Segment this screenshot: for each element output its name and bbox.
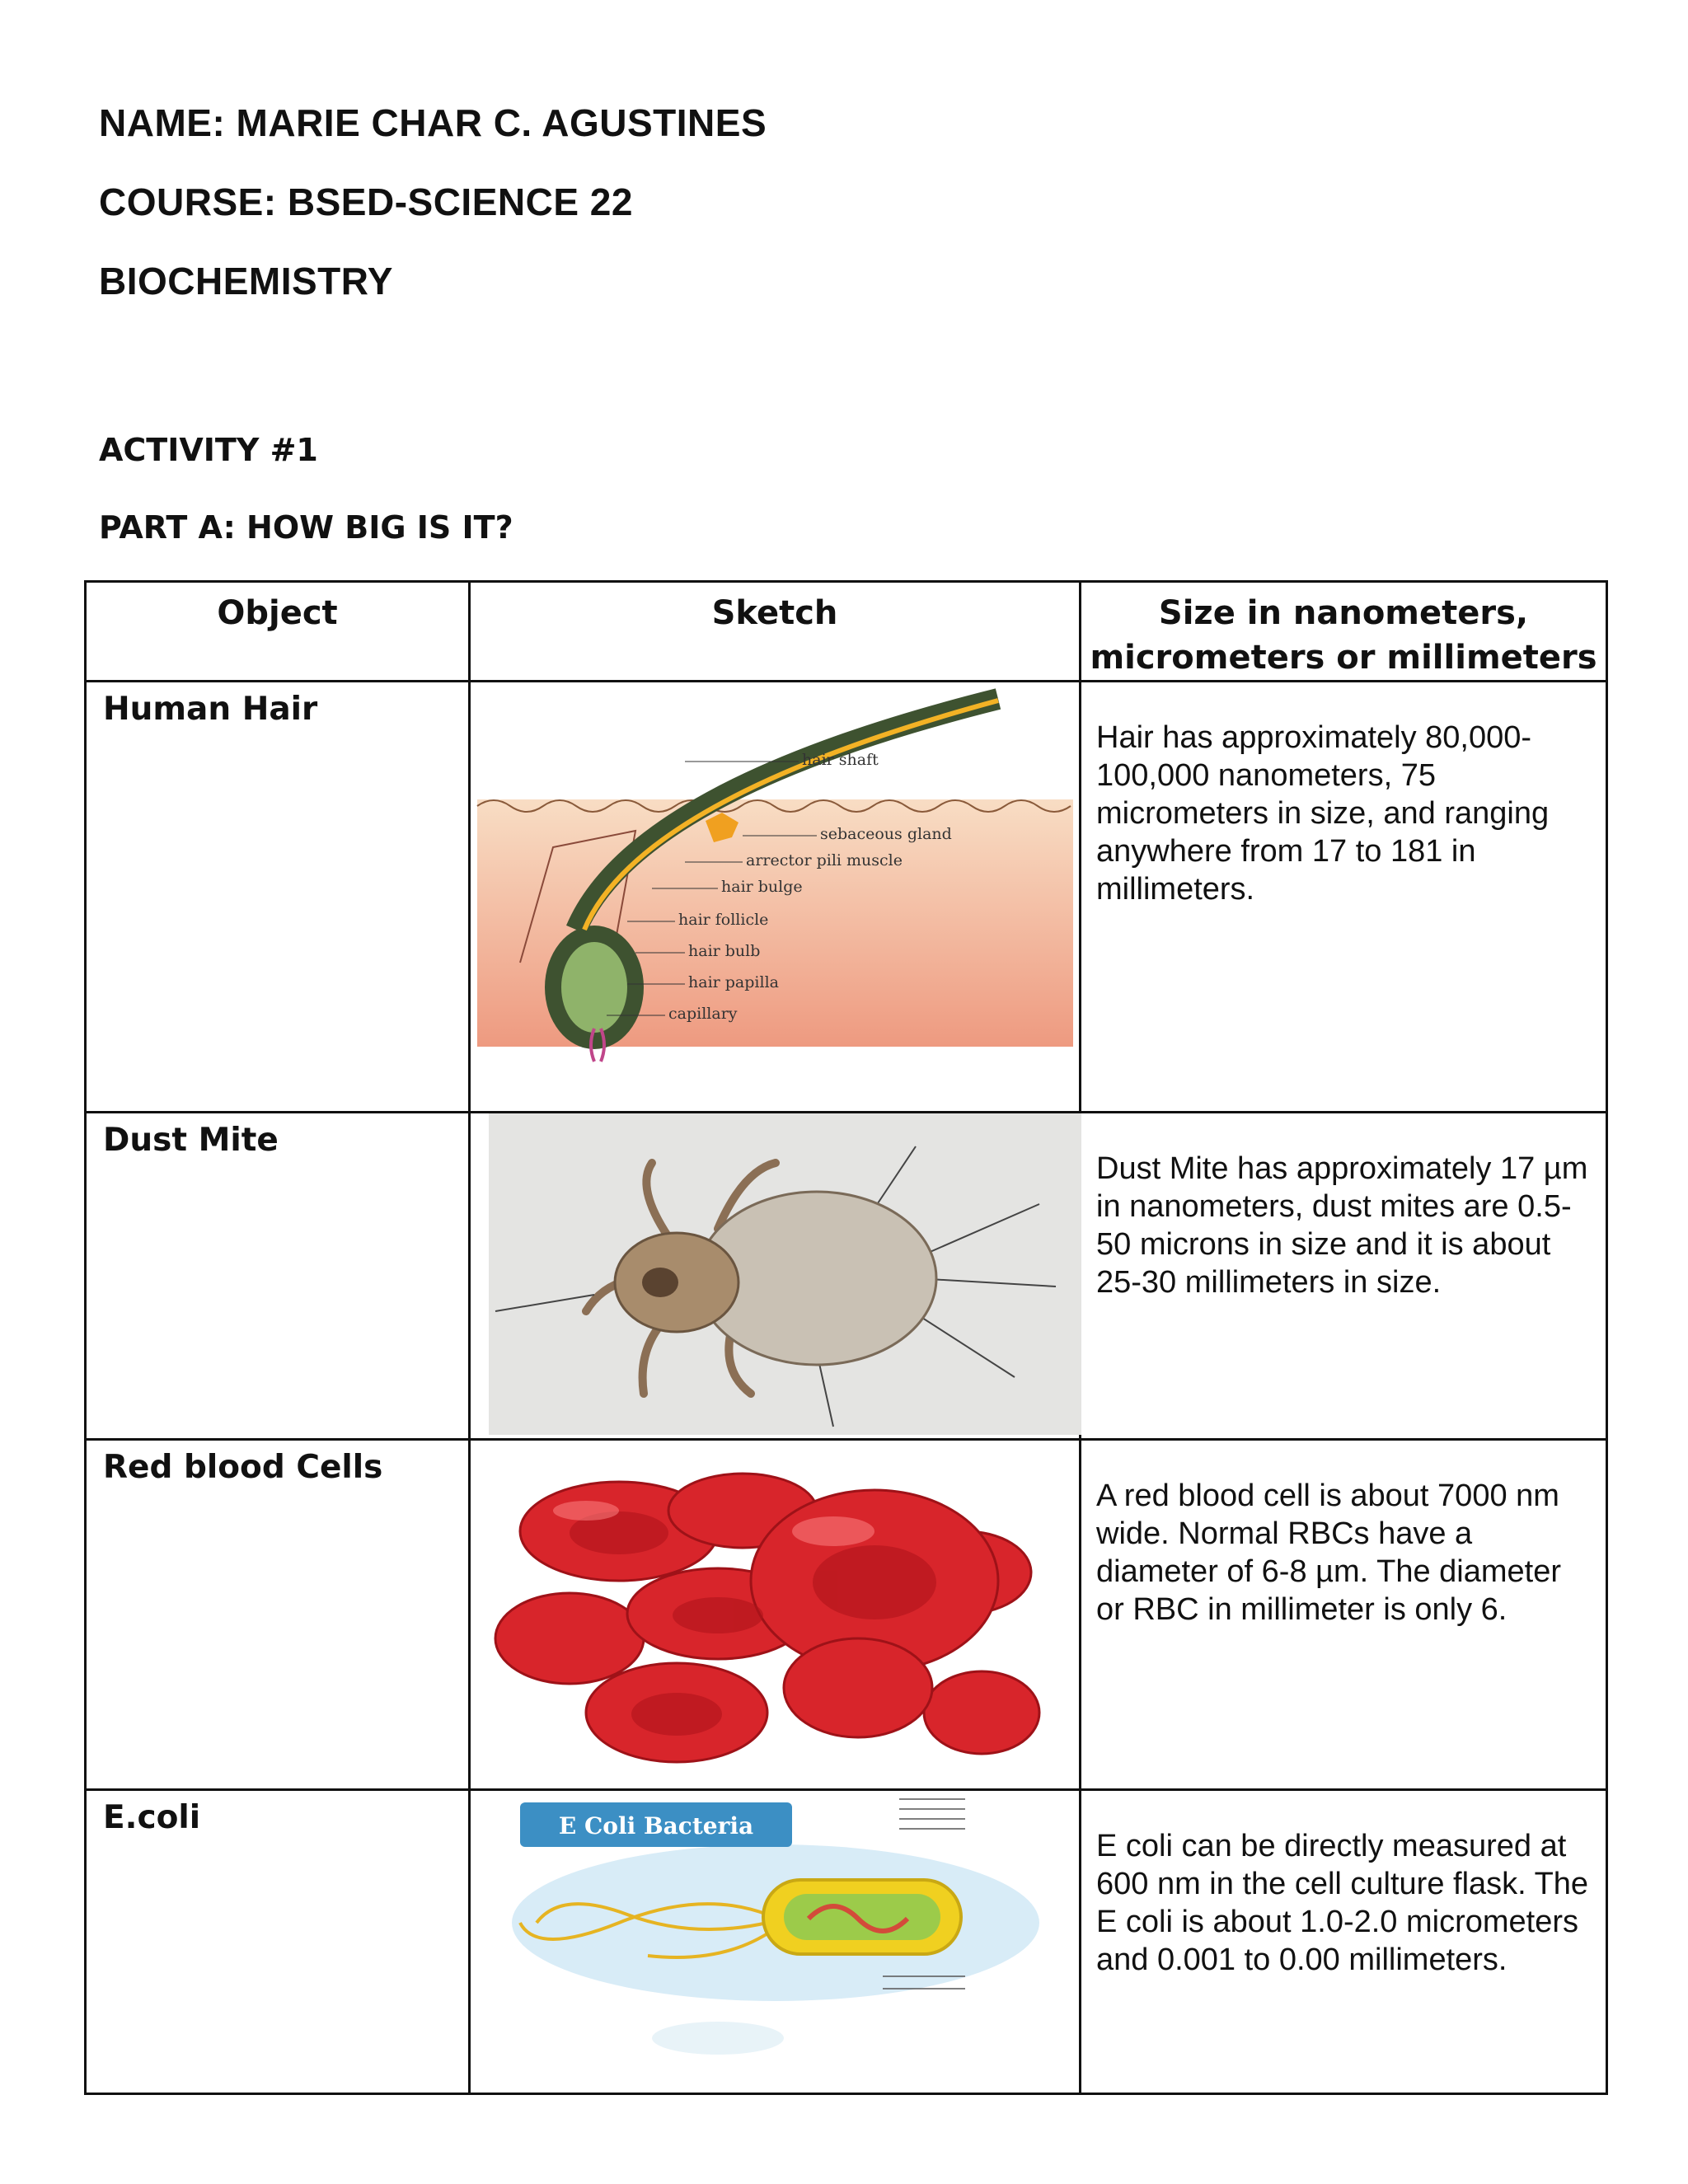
label-hair-follicle: hair follicle [678, 911, 769, 929]
ecoli-diagram [471, 1791, 1081, 2093]
size-cell: A red blood cell is about 7000 nm wide. Normal RBCs have a diameter of 6-8 µm. The diameter or RBC in millimeter is only 6. [1081, 1440, 1607, 1790]
object-cell: E.coli [86, 1790, 470, 2094]
sketch-cell [470, 1113, 1081, 1440]
label-hair-papilla: hair papilla [688, 973, 779, 991]
table-row [86, 1790, 1607, 2094]
activity-title: ACTIVITY #1 [99, 432, 318, 468]
subject: BIOCHEMISTRY [99, 260, 393, 302]
object-cell: Red blood Cells [86, 1440, 470, 1790]
student-name: NAME: MARIE CHAR C. AGUSTINES [99, 101, 767, 144]
red-blood-cells-image [471, 1441, 1081, 1788]
ecoli-banner-text: E Coli Bacteria [558, 1812, 754, 1840]
part-title: PART A: HOW BIG IS IT? [99, 509, 513, 546]
label-hair-bulge: hair bulge [721, 878, 803, 896]
hair-follicle-diagram [471, 682, 1081, 1111]
table-row [86, 1113, 1607, 1440]
header-sketch: Sketch [470, 582, 1081, 682]
label-sebaceous-gland: sebaceous gland [820, 825, 952, 843]
table-row [86, 682, 1607, 1113]
object-cell: Dust Mite [86, 1113, 470, 1440]
label-hair-shaft: hair shaft [802, 751, 879, 769]
header-size: Size in nanometers, micrometers or millimeters [1081, 582, 1607, 682]
label-arrector-pili: arrector pili muscle [746, 851, 903, 869]
size-table [84, 580, 1608, 2095]
size-cell: E coli can be directly measured at 600 nm in the cell culture flask. The E coli is about 1.0-2.0 micrometers and 0.001 to 0.00 millimeters. [1081, 1790, 1607, 2094]
course: COURSE: BSED-SCIENCE 22 [99, 180, 633, 223]
size-cell: Hair has approximately 80,000-100,000 nanometers, 75 micrometers in size, and ranging anywhere from 17 to 181 in millimeters. [1081, 682, 1607, 1113]
dust-mite-image [471, 1113, 1081, 1438]
table-row [86, 1440, 1607, 1790]
sketch-cell [470, 1790, 1081, 2094]
table-header-row [86, 582, 1607, 682]
label-capillary: capillary [668, 1005, 738, 1023]
sketch-cell [470, 682, 1081, 1113]
sketch-cell [470, 1440, 1081, 1790]
size-cell: Dust Mite has approximately 17 µm in nanometers, dust mites are 0.5-50 microns in size and it is about 25-30 millimeters in size. [1081, 1113, 1607, 1440]
object-cell: Human Hair [86, 682, 470, 1113]
header-object: Object [86, 582, 470, 682]
label-hair-bulb: hair bulb [688, 942, 761, 960]
